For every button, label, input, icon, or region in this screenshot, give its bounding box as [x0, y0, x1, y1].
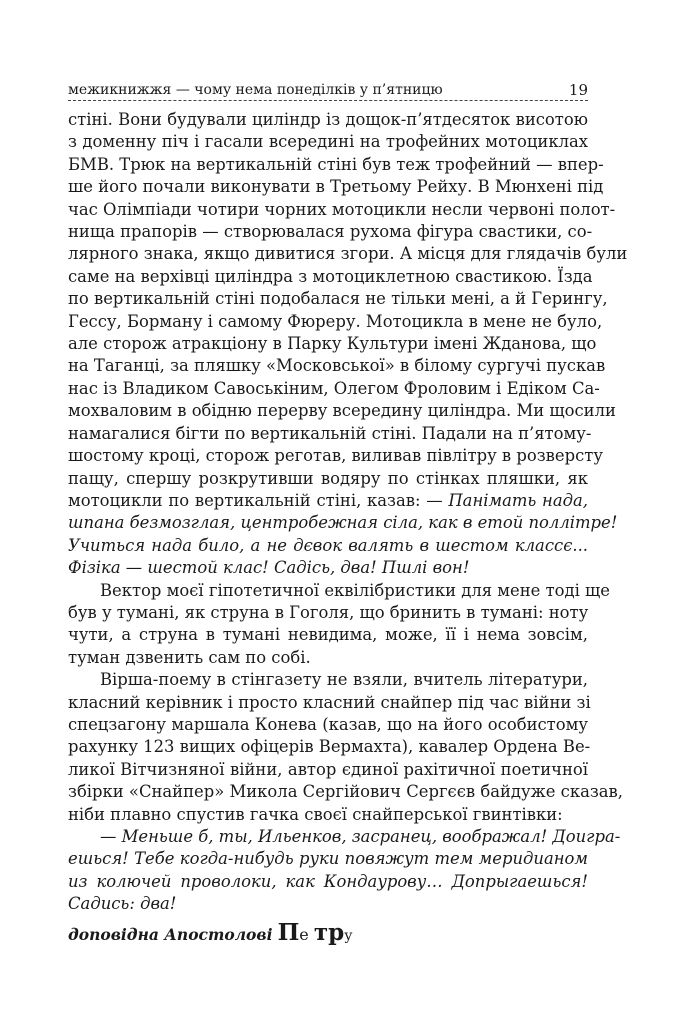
text-line: ніби плавно спустив гачка своєї снайперської гвинтівки:: [68, 804, 563, 824]
text-line: пащу, спершу розкрутивши водяру по стінках пляшки, як: [68, 468, 588, 488]
quote-line: ешься! Тебе когда-нибудь руки повяжут тем меридианом: [68, 849, 588, 869]
footer-big-letter: П: [277, 919, 300, 946]
text-line: але сторож атракціону в Парку Культури імені Жданова, що: [68, 334, 597, 354]
text-line: рахунку 123 вищих офіцерів Вермахта), кавалер Ордена Ве-: [68, 737, 591, 757]
text-line: шостому кроці, сторож реготав, виливав півлітру в розверсту: [68, 446, 603, 466]
footer-title: [68, 919, 352, 946]
text-line: нас із Владиком Савоськіним, Олегом Фроловим і Едіком Са-: [68, 378, 600, 398]
text-line: збірки «Снайпер» Микола Сергійович Сергєєв байдуже сказав,: [68, 782, 623, 802]
paragraph-start: Вектор моєї гіпотетичної еквілібристики для мене тоді ще: [100, 580, 610, 600]
quote-line: шпана безмозглая, центробежная сіла, как в етой поллітре!: [68, 513, 618, 533]
footer-italic: доповідна Апостолові: [68, 925, 273, 944]
text-line: час Олімпіади чотири чорних мотоцикли несли червоні полот-: [68, 199, 616, 219]
text-line: по вертикальній стіні подобалася не тільки мені, а й Герингу,: [68, 289, 608, 309]
text-line: стіні. Вони будували циліндр із дощок-п’ятдесяток висотою: [68, 110, 588, 129]
text-line: лярного знака, якщо дивитися згори. А місця для глядачів були: [68, 244, 628, 264]
body-text: [68, 109, 628, 916]
text-line: саме на верхівці циліндра з мотоциклетною свастикою. Їзда: [68, 266, 593, 286]
running-title: межикнижжя — чому нема понеділків у п’ятницю: [68, 82, 443, 98]
running-header: [68, 80, 588, 101]
quote-line: из колючей проволоки, как Кондаурову… Допрыгаешься!: [68, 871, 588, 891]
text-line: чути, а струна в тумані невидима, може, її і нема зовсім,: [68, 625, 588, 645]
text-line-mixed: [68, 490, 588, 512]
footer-big-letters: тр: [313, 919, 345, 946]
text-line: класний керівник і просто класний снайпер під час війни зі: [68, 692, 591, 712]
text-line: спецзагону маршала Конева (казав, що на його особистому: [68, 714, 588, 734]
text-line: ликої Вітчизняної війни, автор єдиної рахітичної поетичної: [68, 759, 588, 779]
text-line: нища прапорів — створювалася рухома фігура свастики, со-: [68, 222, 593, 242]
text-line: був у тумані, як струна в Гоголя, що бринить в тумані: ноту: [68, 602, 589, 622]
text-line: туман дзвенить сам по собі.: [68, 647, 311, 667]
quote-line: Садись: два!: [68, 894, 177, 914]
quote-line: Учиться нада било, а не дєвок валять в шестом классє...: [68, 535, 588, 555]
text-line: ше його почали виконувати в Третьому Рейху. В Мюнхені під: [68, 177, 604, 197]
text-line-start: мотоцикли по вертикальній стіні, казав: —: [68, 490, 443, 510]
quote-line: Фізіка — шестой клас! Садісь, два! Пшлі вон!: [68, 558, 470, 578]
text-line: Гессу, Борману і самому Фюреру. Мотоцикла в мене не було,: [68, 311, 603, 331]
text-line: намагалися бігти по вертикальній стіні. Падали на п’ятому-: [68, 423, 592, 443]
text-line: на Таганці, за пляшку «Московської» в білому сургучі пускав: [68, 356, 606, 376]
quote-start: Панімать нада,: [448, 490, 588, 510]
page-number: 19: [568, 81, 588, 99]
text-line: мохваловим в обідню перерву всередину циліндра. Ми щосили: [68, 401, 616, 421]
footer-small-letter: е: [299, 925, 309, 944]
quote-line: — Меньше б, ты, Ильенков, засранец, воображал! Доигра-: [100, 827, 621, 846]
footer-tiny-letter: у: [344, 928, 353, 944]
text-line: з доменну піч і гасали всередині на трофейних мотоциклах: [68, 132, 588, 152]
paragraph-start: Вірша-поему в стінгазету не взяли, вчитель літератури,: [100, 670, 588, 690]
text-line: БМВ. Трюк на вертикальній стіні був теж трофейний — впер-: [68, 154, 604, 174]
